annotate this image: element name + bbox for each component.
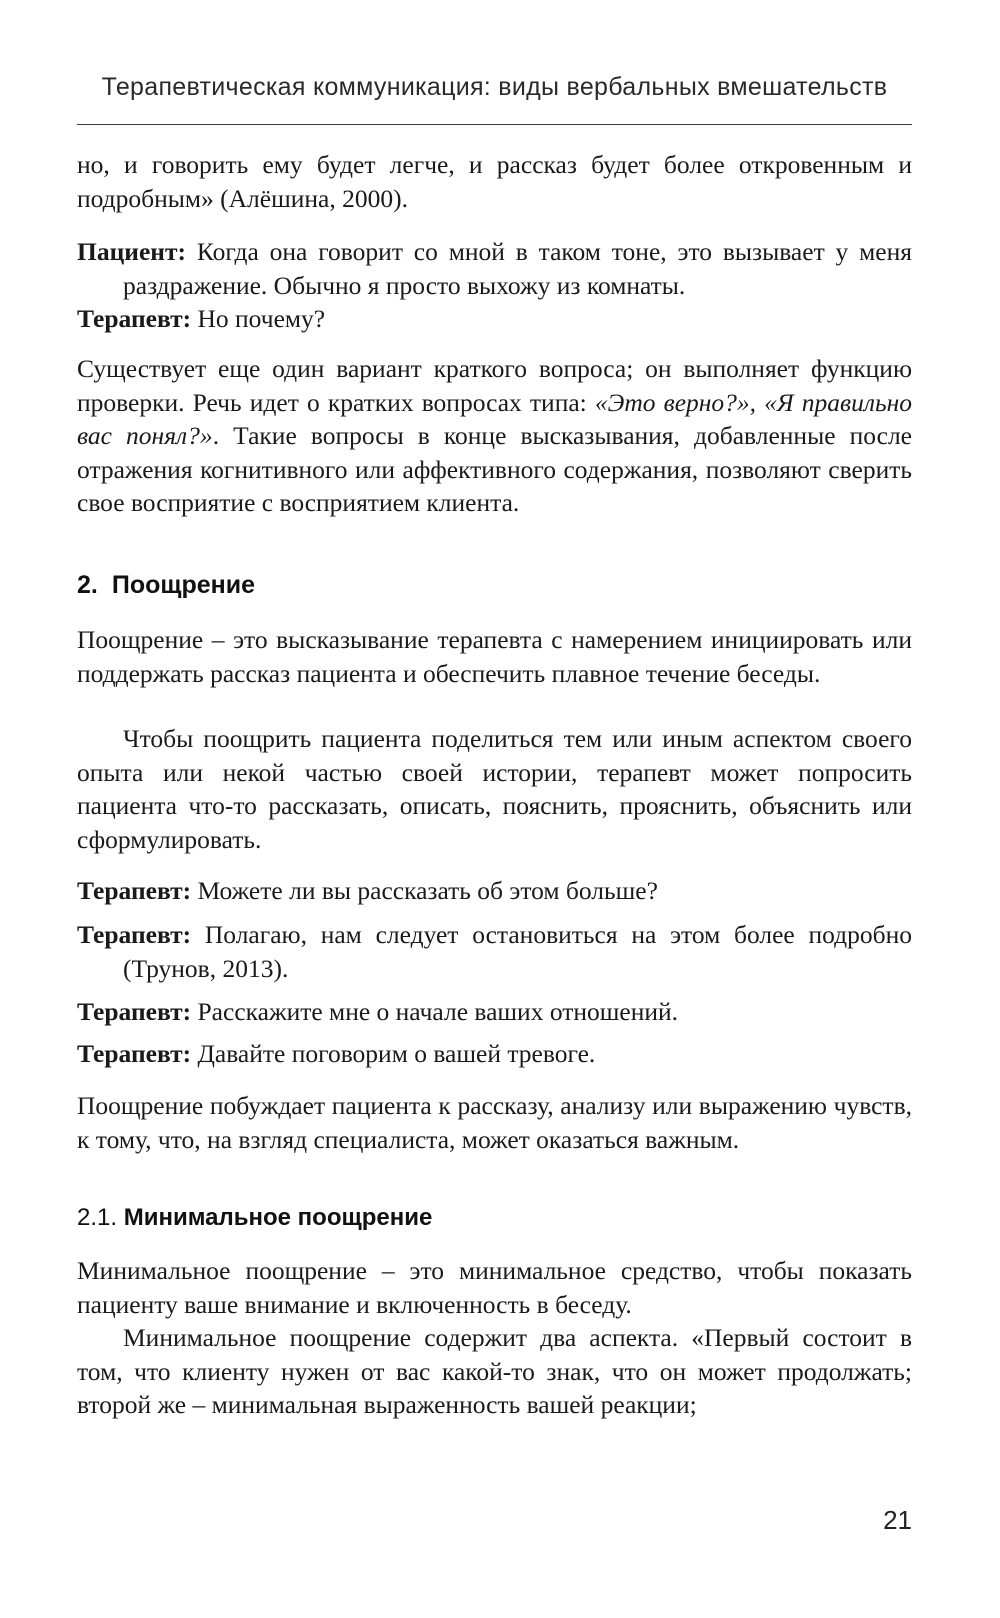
section-heading-2: [77, 571, 912, 600]
speaker-label: Пациент:: [77, 237, 186, 266]
header-rule: [77, 124, 912, 125]
paragraph-encouragement: Чтобы поощрить пациента поделиться тем или иным аспектом своего опыта или некой частью своей истории, терапевт может попросить пациента что-то рассказать, описать, пояснить, прояснить, объяснить или сформулировать.: [77, 724, 912, 854]
dialogue-text: Можете ли вы рассказать об этом больше?: [191, 876, 658, 905]
dialogue-therapist: [77, 918, 912, 985]
dialogue-text: Полагаю, нам следует остановиться на этом более подробно (Трунов, 2013).: [123, 920, 912, 983]
paragraph-encouragement-effect: Поощрение побуждает пациента к рассказу, анализу или выражению чувств, к тому, что, на взгляд специалиста, может оказаться важным.: [77, 1091, 912, 1154]
dialogue-text: Давайте поговорим о вашей тревоге.: [191, 1039, 596, 1068]
dialogue-text: Но почему?: [191, 304, 326, 333]
dialogue-text: Когда она говорит со мной в таком тоне, это вызывает у меня раздражение. Обычно я просто выхожу из комнаты.: [123, 237, 912, 300]
paragraph-definition: Поощрение – это высказывание терапевта с намерением инициировать или поддержать рассказ пациента и обеспечить плавное течение беседы.: [77, 625, 912, 688]
speaker-label: Терапевт:: [77, 876, 192, 905]
paragraph-continuation: но, и говорить ему будет легче, и рассказ будет более откровенным и подробным» (Алёшина, 2000).: [77, 150, 912, 213]
dialogue-therapist: [77, 1037, 912, 1071]
subsection-title: Минимальное поощрение: [123, 1204, 433, 1231]
paragraph-text: . Такие вопросы в конце высказывания, добавленные после отражения когнитивного или аффективного содержания, позволяют сверить свое восприятие с восприятием клиента.: [77, 421, 912, 517]
dialogue-therapist: [77, 874, 912, 908]
dialogue-therapist: [77, 995, 912, 1029]
speaker-label: Терапевт:: [77, 304, 192, 333]
speaker-label: Терапевт:: [77, 1039, 192, 1068]
paragraph-minimal-definition: Минимальное поощрение – это минимальное средство, чтобы показать пациенту ваше внимание и включенность в беседу.: [77, 1256, 912, 1319]
section-title: Поощрение: [111, 571, 256, 599]
section-number: 2.: [77, 571, 98, 599]
paragraph-verification-question: [77, 352, 912, 520]
book-page: [77, 0, 912, 1618]
subsection-number: 2.1.: [77, 1204, 118, 1231]
dialogue-text: Расскажите мне о начале ваших отношений.: [191, 997, 679, 1026]
paragraph-minimal-aspects: Минимальное поощрение содержит два аспекта. «Первый состоит в том, что клиенту нужен от вас какой-то знак, что он может продолжать; второй же – минимальная выраженность вашей реакции;: [77, 1323, 912, 1419]
speaker-label: Терапевт:: [77, 997, 192, 1026]
page-number: 21: [883, 1505, 912, 1535]
speaker-label: Терапевт:: [77, 920, 192, 949]
subsection-heading-2-1: [77, 1204, 912, 1232]
dialogue-patient: [77, 235, 912, 302]
italic-examples: «Это верно?», «Я правильно вас понял?»: [77, 387, 912, 450]
dialogue-therapist: [77, 302, 912, 336]
running-header: Терапевтическая коммуникация: виды вербальных вмешательств: [101, 73, 888, 101]
paragraph-text: Существует еще один вариант краткого вопроса; он выполняет функцию проверки. Речь идет о кратких вопросах типа:: [77, 354, 912, 417]
